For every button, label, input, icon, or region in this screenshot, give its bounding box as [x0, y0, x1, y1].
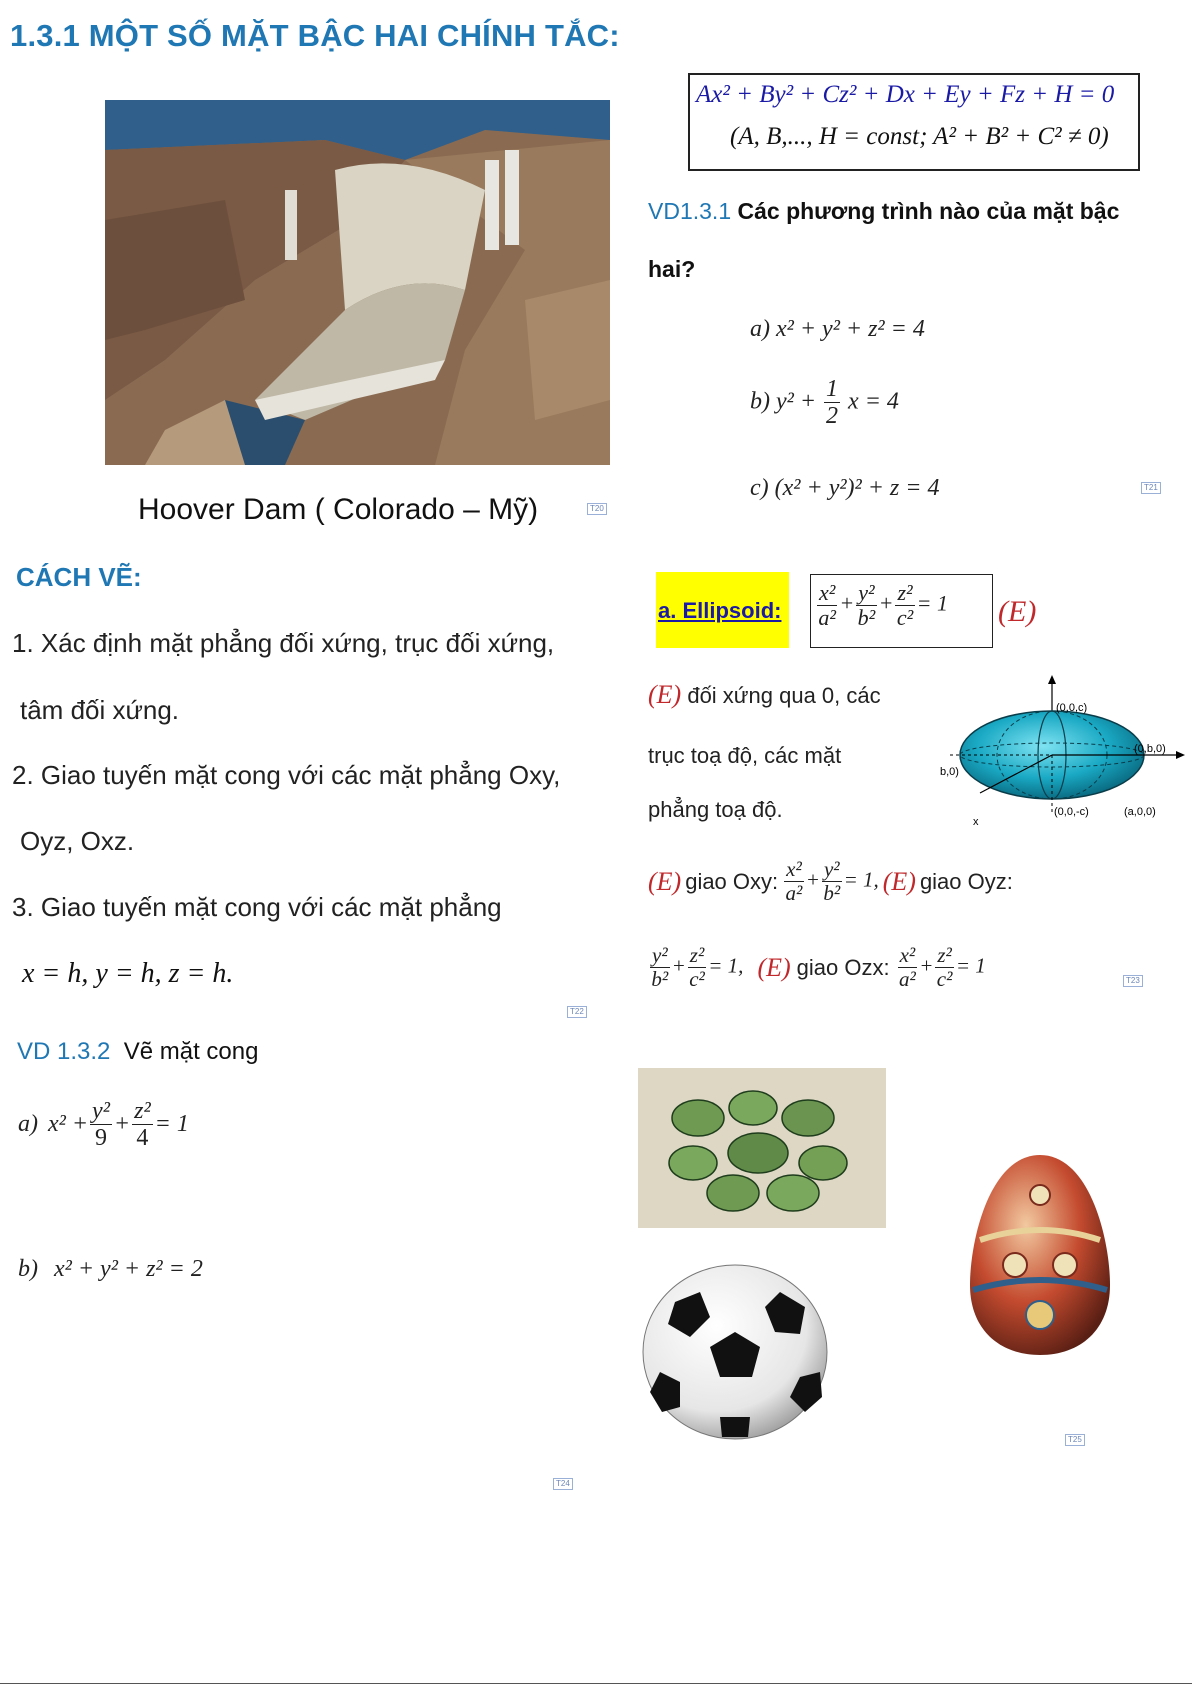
oxy-rhs: = 1,: [843, 867, 879, 892]
eq-n1: x²: [819, 580, 836, 605]
intersection-oyz-oxz-line: [648, 944, 986, 991]
ellipsoid-label[interactable]: a. Ellipsoid:: [658, 598, 782, 623]
cach-ve-heading: CÁCH VẼ:: [16, 562, 142, 592]
oxy-d1: a²: [785, 881, 803, 906]
ellipsoid-diagram: [940, 675, 1185, 835]
vd132-a-x2: x² +: [48, 1111, 89, 1138]
general-equation-line1: Ax² + By² + Cz² + Dx + Ey + Fz + H = 0: [696, 81, 1115, 108]
ellipsoid-tag-e: (E): [998, 595, 1037, 628]
vd131-question-line2: hai?: [648, 256, 696, 282]
ellipsoid-symmetry-line3: phẳng toạ độ.: [648, 797, 783, 822]
diagram-label-left: b,0): [940, 766, 959, 778]
oxy-d2: b²: [823, 881, 841, 906]
step1-line1: 1. Xác định mặt phẳng đối xứng, trục đối xứng,: [12, 628, 555, 658]
eq-d3: c²: [896, 605, 914, 631]
vd131-item-b-label: b): [750, 388, 770, 415]
vd131-item-b-pre: y² +: [776, 388, 817, 415]
vd131-item-b: [750, 376, 899, 430]
tag-t22: T22: [567, 1006, 587, 1018]
vd132-a-d2: 4: [136, 1125, 149, 1152]
fraction-numerator: 1: [826, 376, 839, 402]
vd131-item-a-label: a): [750, 316, 770, 342]
diagram-label-top: (0,0,c): [1056, 702, 1088, 714]
eq-d1: a²: [818, 605, 836, 631]
vd132-a-label: a): [18, 1111, 38, 1138]
photo-caption: Hoover Dam ( Colorado – Mỹ): [138, 493, 539, 526]
eq-n2: y²: [858, 580, 875, 605]
ellipsoid-equation-box: [810, 574, 993, 648]
oxz-equation: $\frac{\text{x²}}{\text{a²}}$ + $\frac{\text{z²}}{\text{c²}}$ = 1: [898, 943, 986, 992]
ellipsoid-label-box: [656, 572, 789, 648]
eq-rhs: = 1: [916, 590, 948, 616]
vd132-a-n1: y²: [92, 1098, 110, 1124]
vd131-item-c-label: c): [750, 475, 769, 501]
vd131-item-b-post: x = 4: [848, 388, 899, 415]
oxy-n1: x²: [786, 857, 802, 881]
diagram-label-right: (0,b,0): [1134, 743, 1166, 755]
oyz-rhs: = 1,: [708, 953, 744, 978]
vd132-heading: [17, 1038, 258, 1066]
vd131-item-c-expr: (x² + y²)² + z = 4: [774, 475, 940, 501]
hoover-dam-photo: [105, 100, 610, 465]
page-title: 1.3.1 MỘT SỐ MẶT BẬC HAI CHÍNH TẮC:: [10, 18, 620, 53]
tag-t20: T20: [587, 503, 607, 515]
vd131-item-c: [750, 475, 939, 502]
oxz-rhs: = 1: [955, 953, 986, 978]
mini-melons-photo: [638, 1068, 886, 1228]
bottom-rule: [0, 1683, 1192, 1684]
ellipsoid-equation: $\frac{\text{x²}}{\text{a²}}$ + $\frac{\text{y²}}{\text{b²}}$ + $\frac{\text{z²}}{\text{c²}}$ = 1: [818, 580, 948, 631]
oxy-equation: $\frac{\text{x²}}{\text{a²}}$ + $\frac{\text{y²}}{\text{b²}}$ = 1,: [785, 857, 879, 906]
oyz-equation: $\frac{\text{y²}}{\text{b²}}$ + $\frac{\text{z²}}{\text{c²}}$ = 1,: [651, 943, 744, 992]
vd132-b-expr: x² + y² + z² = 2: [54, 1256, 203, 1282]
tag-t24: T24: [553, 1478, 573, 1490]
vd132-label: VD 1.3.2: [17, 1038, 111, 1065]
oxz-d2: c²: [936, 967, 953, 992]
tag-t21: T21: [1141, 482, 1161, 494]
vd132-a-rhs: = 1: [154, 1111, 189, 1138]
ellipsoid-tag-e-oxz: (E): [757, 952, 791, 982]
vd131-item-a: [750, 316, 925, 343]
diagram-label-a: (a,0,0): [1124, 806, 1156, 818]
ellipsoid-sym-text1: đối xứng qua 0, các: [687, 683, 881, 708]
oyz-d2: c²: [689, 967, 705, 992]
tag-t23: T23: [1123, 975, 1143, 987]
step1-line2: tâm đối xứng.: [20, 695, 180, 725]
vd132-item-a: a) x² + $\frac{\text{y²}}{9}$ + $\frac{\text{z²}}{4}$ = 1: [18, 1098, 189, 1152]
vd132-b-label: b): [18, 1256, 38, 1282]
eq-n3: z²: [897, 580, 913, 605]
vd131-question: [648, 198, 1119, 225]
oyz-n1: y²: [652, 943, 668, 967]
vd131-item-a-expr: x² + y² + z² = 4: [776, 316, 925, 342]
tag-t25: T25: [1065, 1434, 1085, 1446]
vd131-item-b-fraction: [824, 376, 840, 430]
oxy-n2: y²: [823, 857, 840, 881]
vd132-item-b: [18, 1256, 203, 1283]
oyz-d1: b²: [651, 967, 669, 992]
diagram-label-bottom: (0,0,-c): [1054, 806, 1089, 818]
oyz-n2: z²: [689, 943, 705, 967]
vd132-a-n2: z²: [134, 1098, 151, 1124]
vd132-text: Vẽ mặt cong: [123, 1038, 259, 1065]
general-equation-box: [688, 73, 1140, 171]
vd131-question-line1: Các phương trình nào của mặt bậc: [737, 198, 1120, 224]
vd132-a-d1: 9: [94, 1125, 107, 1152]
oxz-n1: x²: [899, 943, 916, 967]
diagram-label-x: x: [973, 816, 979, 828]
eq-d2: b²: [857, 605, 876, 631]
step2-line1: 2. Giao tuyến mặt cong với các mặt phẳng Oxy,: [12, 760, 561, 790]
oyz-text: giao Oyz:: [919, 868, 1013, 894]
vd131-label: VD1.3.1: [648, 198, 732, 224]
ellipsoid-symmetry-line1: [648, 680, 881, 710]
painted-egg-photo: [965, 1150, 1115, 1360]
fraction-denominator: 2: [826, 403, 839, 430]
oxy-prefix: giao Oxy:: [685, 868, 779, 894]
ellipsoid-symmetry-line2: trục toạ độ, các mặt: [648, 743, 842, 768]
step3-line1: 3. Giao tuyến mặt cong với các mặt phẳng: [12, 892, 502, 922]
soccer-ball-photo: [640, 1262, 830, 1442]
oxz-text: giao Ozx:: [796, 954, 890, 980]
step2-line2: Oyz, Oxz.: [20, 826, 135, 856]
oxz-n2: z²: [937, 943, 952, 967]
oxz-d1: a²: [898, 967, 916, 992]
general-equation-line2: (A, B,..., H = const; A² + B² + C² ≠ 0): [730, 123, 1109, 150]
ellipsoid-tag-e-inline: (E): [648, 680, 682, 709]
step3-line2: x = h, y = h, z = h.: [22, 958, 234, 989]
intersection-oxy-line: [648, 858, 1013, 905]
ellipsoid-tag-e-oxy: (E): [648, 866, 682, 896]
ellipsoid-tag-e-oyz: (E): [882, 866, 916, 896]
